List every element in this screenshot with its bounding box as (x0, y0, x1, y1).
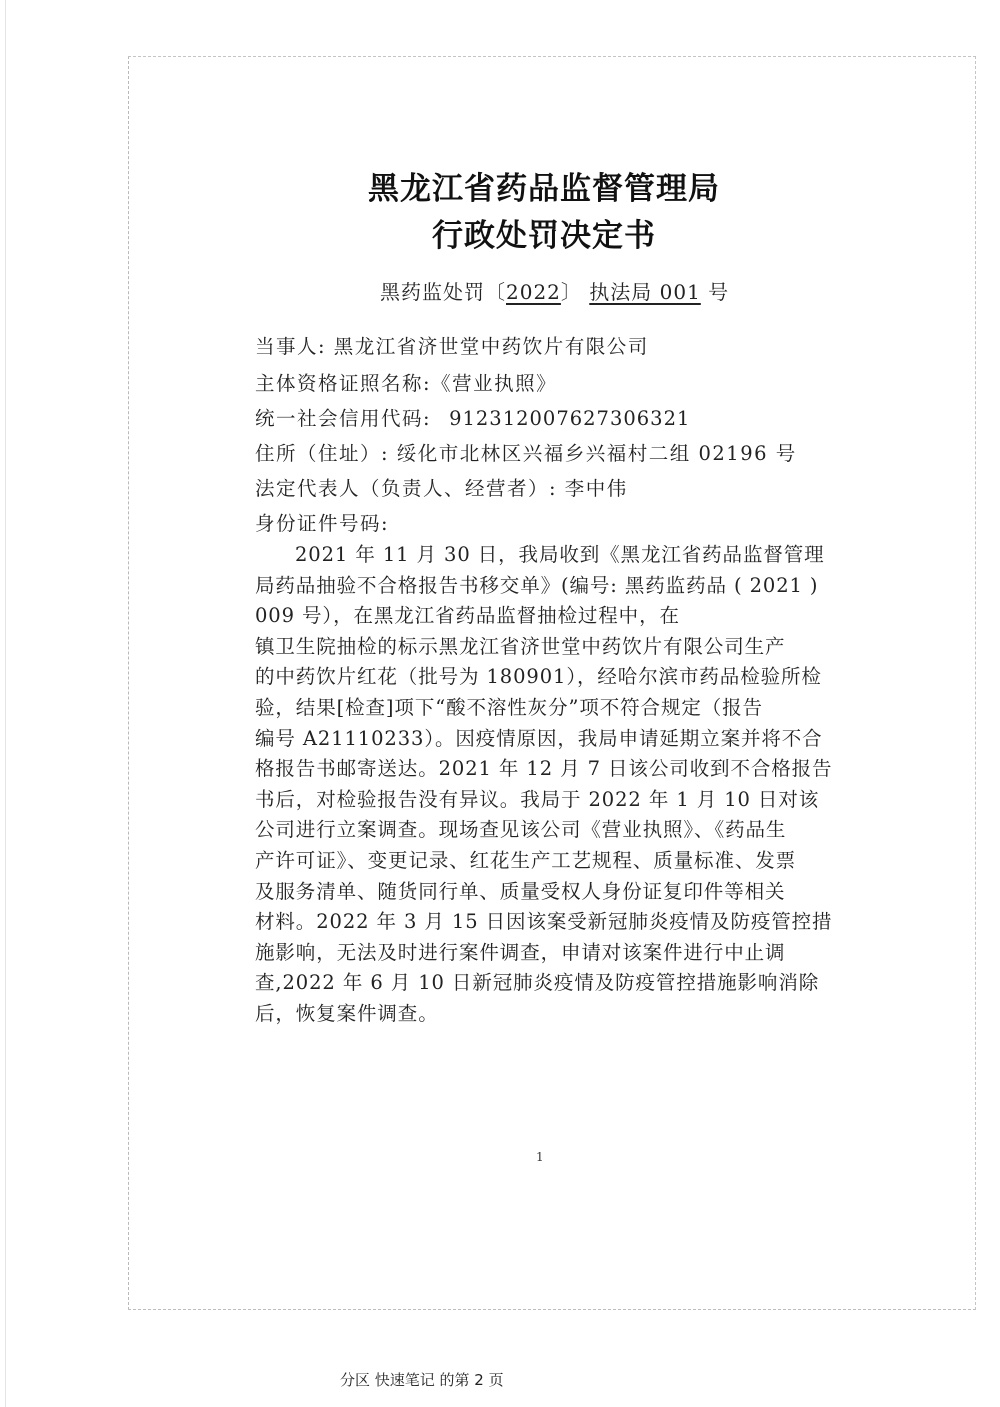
field-value: 《营业执照》 (431, 372, 558, 395)
doc-number-bracket: 〕 (560, 280, 582, 304)
body-line: 2021 年 11 月 30 日，我局收到《黑龙江省药品监督管理 (295, 543, 825, 566)
field-value: 李中伟 (564, 477, 628, 500)
body-line: 局药品抽验不合格报告书移交单》(编号: 黑药监药品 ( 2021 ) (255, 573, 819, 597)
doc-number-prefix: 黑药监处罚〔 (380, 280, 506, 304)
field-legal-rep (255, 473, 628, 501)
field-label: 统一社会信用代码: (255, 407, 432, 430)
field-party (255, 331, 649, 359)
body-line: 后，恢复案件调查。 (255, 1001, 439, 1025)
body-line: 镇卫生院抽检的标示黑龙江省济世堂中药饮片有限公司生产 (255, 634, 786, 658)
field-credit-code (255, 403, 690, 431)
redacted-id-number (389, 517, 609, 533)
doc-number-year: 2022 (506, 280, 561, 304)
scan-left-edge (5, 0, 6, 1407)
body-line: 材料。2022 年 3 月 15 日因该案受新冠肺炎疫情及防疫管控措 (255, 910, 833, 934)
body-line: 产许可证》、变更记录、红花生产工艺规程、质量标准、发票 (255, 848, 797, 872)
field-id-number (255, 508, 609, 536)
body-line: 009 号），在黑龙江省药品监督抽检过程中，在 (255, 604, 680, 628)
field-value: 912312007627306321 (449, 407, 691, 430)
body-line: 查,2022 年 6 月 10 日新冠肺炎疫情及防疫管控措施影响消除 (255, 971, 820, 995)
body-line: 公司进行立案调查。现场查见该公司《营业执照》、《药品生 (255, 818, 787, 842)
field-label: 身份证件号码: (255, 512, 390, 535)
field-label: 主体资格证照名称: (255, 372, 432, 395)
document-body (255, 540, 855, 1030)
body-line: 及服务清单、随货同行单、质量受权人身份证复印件等相关 (255, 879, 786, 903)
field-license-name (255, 368, 557, 396)
field-value: 黑龙江省济世堂中药饮片有限公司 (333, 335, 649, 358)
field-label: 当事人: (255, 335, 327, 358)
onenote-page-caption: 分区 快速笔记 的第 2 页 (340, 1371, 504, 1389)
body-line: 编号 A21110233）。因疫情原因，我局申请延期立案并将不合 (255, 726, 823, 750)
doc-number-suffix: 号 (708, 280, 730, 304)
doc-number-dept: 执法局 001 (589, 280, 701, 304)
body-line: 书后，对检验报告没有异议。我局于 2022 年 1 月 10 日对该 (255, 787, 820, 811)
document-number (380, 276, 729, 305)
document-title-line1: 黑龙江省药品监督管理局 (368, 171, 720, 207)
field-value: 绥化市北林区兴福乡兴福村二组 02196 号 (396, 442, 797, 465)
body-line: 的中药饮片红花（批号为 180901），经哈尔滨市药品检验所检 (255, 665, 822, 689)
field-address (255, 438, 797, 466)
document-title-line2: 行政处罚决定书 (432, 218, 656, 254)
body-line: 格报告书邮寄送达。2021 年 12 月 7 日该公司收到不合格报告 (255, 757, 833, 781)
body-line: 施影响，无法及时进行案件调查，申请对该案件进行中止调 (255, 940, 786, 964)
page-number: 1 (536, 1150, 544, 1164)
field-label: 法定代表人（负责人、经营者）: (255, 477, 558, 500)
field-label: 住所（住址）: (255, 442, 390, 465)
body-line: 验，结果[检查]项下“酸不溶性灰分”项不符合规定（报告 (255, 695, 763, 719)
